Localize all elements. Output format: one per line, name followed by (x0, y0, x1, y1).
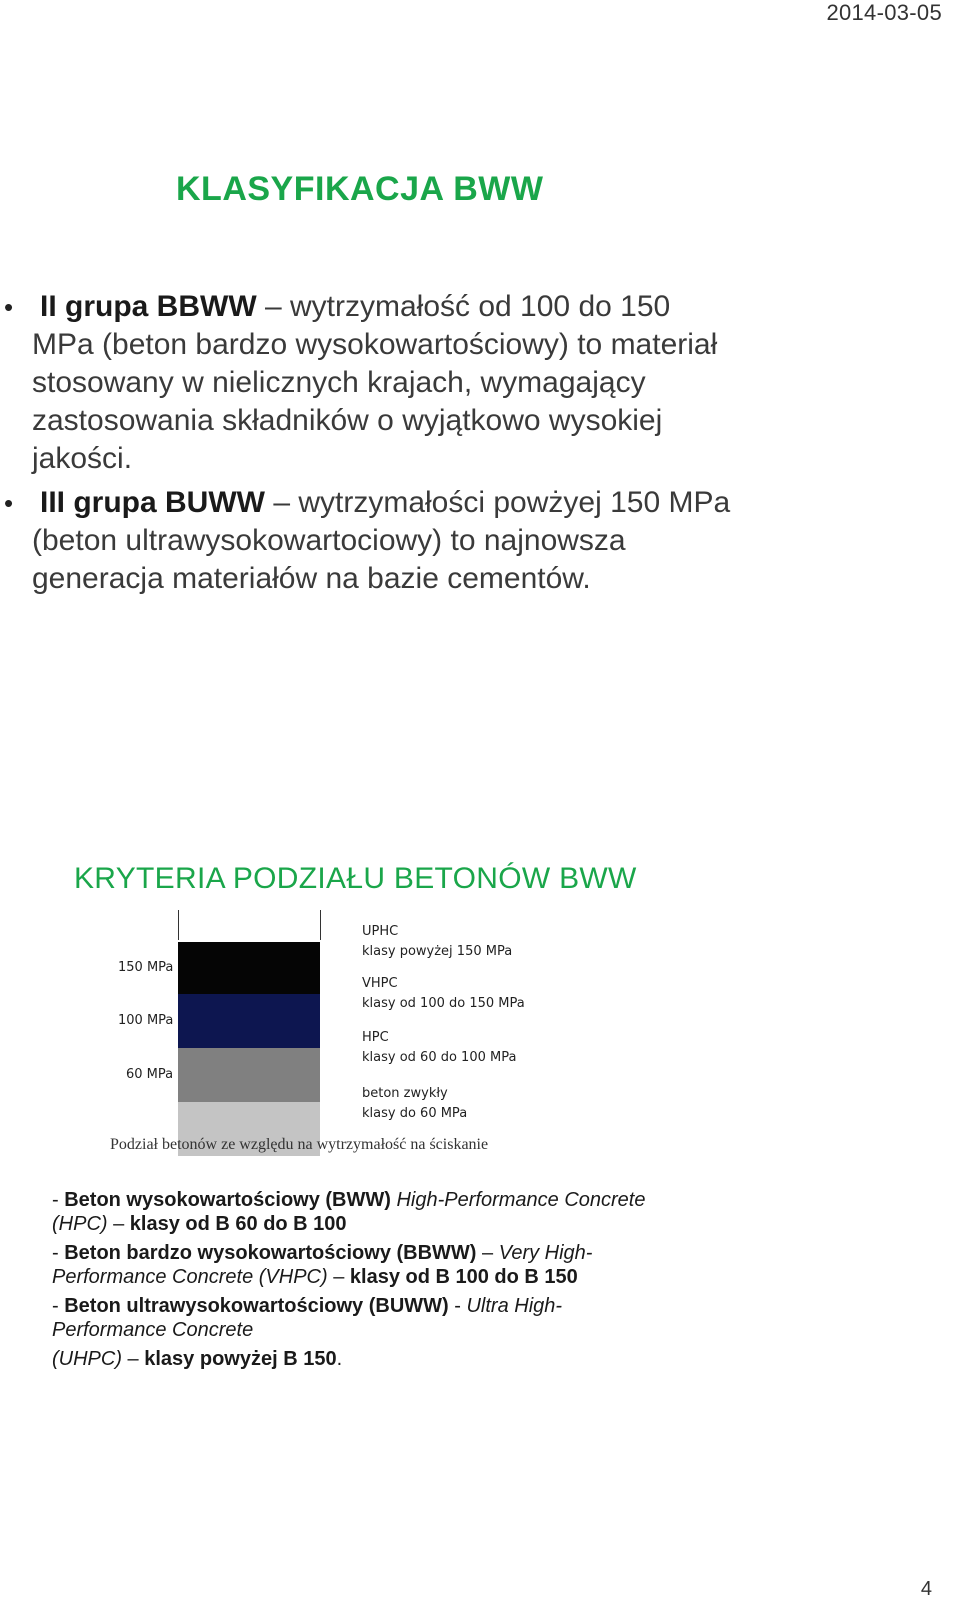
axis-label-100: 100 MPa (118, 1013, 174, 1028)
document-date: 2014-03-05 (826, 0, 942, 25)
def-term: Beton ultrawysokowartościowy (BUWW) (64, 1295, 449, 1317)
class-desc: klasy od 100 do 150 MPa (362, 996, 525, 1011)
def-english: Ultra High-Performance Concrete (52, 1295, 563, 1341)
bullet-item-group-3 (0, 484, 740, 598)
def-sep: – (327, 1266, 350, 1288)
figure-axis-right (320, 910, 321, 940)
bullet-lead: II grupa BBWW (40, 290, 257, 323)
def-sep: – (476, 1242, 499, 1264)
figure-axis-left (178, 910, 179, 940)
bullet-lead: III grupa BUWW (40, 486, 265, 519)
def-class: klasy powyżej B 150 (144, 1348, 337, 1370)
class-label-normal (362, 1084, 467, 1124)
segment-vhpc (178, 994, 320, 1048)
axis-label-60: 60 MPa (126, 1067, 174, 1082)
bullet-dot-icon: • (4, 292, 14, 322)
segment-hpc (178, 1048, 320, 1102)
figure-caption: Podział betonów ze względu na wytrzymałość na ściskanie (110, 1136, 489, 1153)
page-title: KLASYFIKACJA BWW (176, 170, 544, 208)
def-sep: – (122, 1348, 145, 1370)
def-term: Beton bardzo wysokowartościowy (BBWW) (64, 1242, 477, 1264)
def-english: Very High-Performance Concrete (VHPC) (52, 1242, 593, 1288)
definition-uhpc (52, 1294, 652, 1342)
page-number: 4 (920, 1578, 932, 1600)
def-term: Beton wysokowartościowy (BWW) (64, 1189, 391, 1211)
definitions-list (52, 1188, 652, 1376)
definition-vhpc (52, 1241, 652, 1289)
class-code: UPHC (362, 924, 399, 939)
class-desc: klasy od 60 do 100 MPa (362, 1050, 517, 1065)
strength-classification-figure (100, 910, 600, 1190)
def-sep: - (448, 1295, 467, 1317)
definition-uhpc-cont (52, 1347, 652, 1371)
bullet-item-group-2 (0, 288, 740, 478)
def-sep: – (107, 1213, 130, 1235)
class-desc: klasy powyżej 150 MPa (362, 944, 513, 959)
segment-uphc (178, 942, 320, 994)
def-class: klasy od B 60 do B 100 (129, 1213, 347, 1235)
def-dash: - (52, 1295, 65, 1317)
def-dash: - (52, 1242, 65, 1264)
def-end: . (336, 1348, 343, 1370)
def-english: High-Performance Concrete (HPC) (52, 1189, 646, 1235)
def-dash: - (52, 1189, 65, 1211)
bullet-list (0, 288, 740, 604)
bullet-text: – wytrzymałości powżyej 150 MPa (beton ultrawysokowartociowy) to najnowsza generacja materiałów na bazie cementów. (32, 486, 731, 595)
class-code: VHPC (362, 976, 398, 991)
bullet-text: – wytrzymałość od 100 do 150 MPa (beton bardzo wysokowartościowy) to materiał stosowany w nielicznych krajach, wymagający zastosowania składników o wyjątkowo wysokiej jakości. (32, 290, 718, 475)
class-label-hpc (362, 1028, 516, 1068)
bullet-dot-icon: • (4, 488, 14, 518)
def-english: (UHPC) (52, 1348, 122, 1370)
definition-hpc (52, 1188, 652, 1236)
class-label-uphc (362, 922, 512, 962)
axis-label-150: 150 MPa (118, 960, 174, 975)
class-code: beton zwykły (362, 1086, 448, 1101)
class-code: HPC (362, 1030, 389, 1045)
class-label-vhpc (362, 974, 525, 1014)
def-class: klasy od B 100 do B 150 (349, 1266, 578, 1288)
section-subtitle: KRYTERIA PODZIAŁU BETONÓW BWW (74, 862, 637, 895)
class-desc: klasy do 60 MPa (362, 1106, 468, 1121)
